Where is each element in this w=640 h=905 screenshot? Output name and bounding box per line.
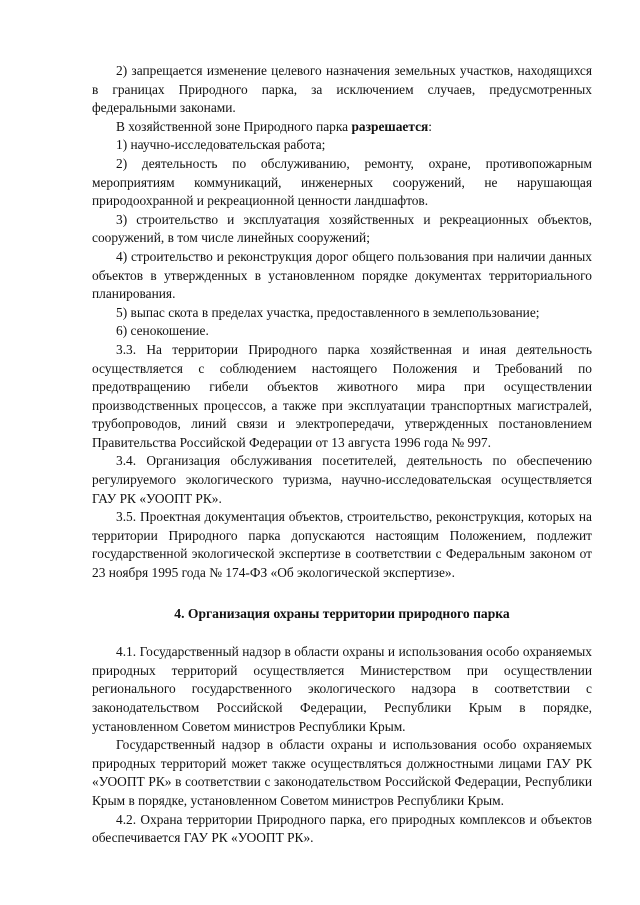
paragraph: 2) запрещается изменение целевого назначения земельных участков, находящихся в границах Природного парка, за исключением случаев, предусмотренных федеральными законами. (92, 63, 592, 116)
clause-3-3: 3.3. На территории Природного парка хозяйственная и иная деятельность осуществляется с соблюдением настоящего Положения и Требований по предотвращению гибели объектов животного мира при осуществлении производственных процессов, а также при эксплуатации транспортных магистралей, трубопроводов, линий связи и электропередачи, утвержденных постановлением Правительства Российской Федерации от 13 августа 1996 года № 997. (92, 341, 592, 450)
clause-4-2: 4.2. Охрана территории Природного парка, его природных комплексов и объектов обеспечивается ГАУ РК «УООПТ РК». (92, 811, 592, 846)
list-item: 5) выпас скота в пределах участка, предоставленного в землепользование; (116, 304, 540, 320)
paragraph: Государственный надзор в области охраны и использования особо охраняемых природных территорий может также осуществляться должностными лицами ГАУ РК «УООПТ РК» в соответствии с законодательством Российской Федерации, Республики Крым в порядке, установленном Советом министров Республики Крым. (92, 737, 592, 808)
list-item: 4) строительство и реконструкция дорог общего пользования при наличии данных объектов в утвержденных в установленном порядке документах территориального планирования. (92, 248, 592, 302)
document-body (92, 62, 592, 848)
list-item: 1) научно-исследовательская работа; (116, 137, 326, 153)
zone-intro-text: В хозяйственной зоне Природного парка (116, 118, 352, 134)
section-heading: 4. Организация охраны территории природного парка (174, 605, 510, 621)
clause-4-1: 4.1. Государственный надзор в области охраны и использования особо охраняемых природных территорий осуществляется Министерством при осуществлении регионального государственного экологического надзора в соответствии с законодательством Российской Федерации, Республики Крым в порядке, установленном Советом министров Республики Крым. (92, 644, 592, 734)
list-item: 3) строительство и эксплуатация хозяйственных и рекреационных объектов, сооружений, в том числе линейных сооружений; (92, 211, 592, 246)
zone-intro-paragraph (92, 118, 592, 137)
list-item: 2) деятельность по обслуживанию, ремонту, охране, противопожарным мероприятиям коммуникаций, инженерных сооружений, не нарушающая природоохранной и рекреационной ценности ландшафтов. (92, 155, 592, 209)
zone-intro-bold: разрешается (351, 118, 429, 134)
clause-3-5: 3.5. Проектная документация объектов, строительство, реконструкция, которых на территории Природного парка допускаются настоящим Положением, подлежит государственной экологической экспертизе в соответствии с Федеральным законом от 23 ноября 1995 года № 174-ФЗ «Об экологической экспертизе». (92, 509, 592, 581)
zone-intro-colon: : (428, 118, 433, 134)
clause-3-4: 3.4. Организация обслуживания посетителей, деятельность по обеспечению регулируемого экологического туризма, научно-исследовательская осуществляется ГАУ РК «УООПТ РК». (92, 453, 592, 506)
list-item: 6) сенокошение. (116, 323, 209, 339)
